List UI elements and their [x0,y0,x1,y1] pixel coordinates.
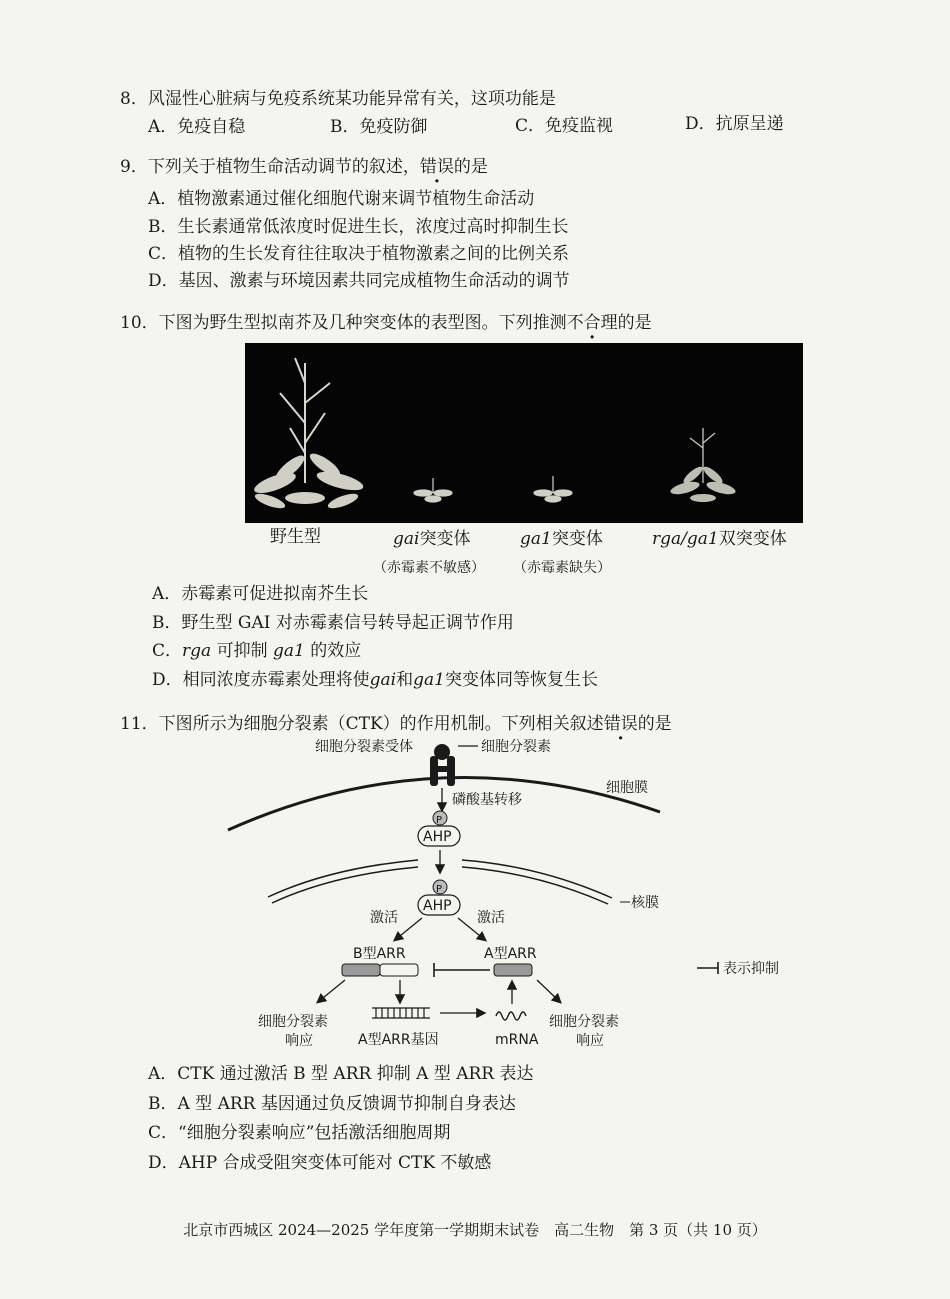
q11-option-c: C．“细胞分裂素响应”包括激活细胞周期 [148,1123,451,1143]
ahp-label-1: AHP [423,829,452,845]
label-gai-mutant: gai突变体 [393,529,471,549]
q10-stem: 10．下图为野生型拟南芥及几种突变体的表型图。下列推测不合理的是 [120,313,652,333]
activate-label-left: 激活 [370,910,398,926]
q11-stem: 11．下图所示为细胞分裂素（CTK）的作用机制。下列相关叙述错误的是 [120,714,672,734]
mrna-label: mRNA [495,1032,539,1048]
cytokinin-label: 细胞分裂素 [481,739,551,755]
q9-option-b: B．生长素通常低浓度时促进生长，浓度过高时抑制生长 [148,217,569,237]
q10-option-b: B．野生型 GAI 对赤霉素信号转导起正调节作用 [152,613,514,633]
a-arr-gene-icon [372,1008,430,1018]
a-arr-gene-label: A型ARR基因 [358,1032,439,1048]
response-right-line1: 细胞分裂素 [549,1014,619,1030]
a-arr-label: A型ARR [484,946,537,962]
q8-option-b: B．免疫防御 [330,117,428,137]
inhibit-legend-label: 表示抑制 [723,961,779,977]
q8-option-c: C．免疫监视 [515,116,614,136]
q10-option-c: C．rga 可抑制 ga1 的效应 [152,641,362,661]
q9-stem: 9．下列关于植物生命活动调节的叙述，错误的是 [120,157,488,177]
q11-option-b: B．A 型 ARR 基因通过负反馈调节抑制自身表达 [148,1094,516,1114]
q9-option-c: C．植物的生长发育往往取决于植物激素之间的比例关系 [148,244,570,264]
activate-label-right: 激活 [477,910,505,926]
q8-stem: 8．风湿性心脏病与免疫系统某功能异常有关，这项功能是 [120,89,556,109]
mrna-icon [496,1012,526,1020]
response-right-line2: 响应 [576,1033,604,1049]
phosphate-label-1: P [436,815,443,826]
response-left-line2: 响应 [285,1033,313,1049]
q10-option-d: D．相同浓度赤霉素处理将使gai和ga1突变体同等恢复生长 [152,670,598,690]
b-arr-label: B型ARR [353,946,406,962]
q9-emphasis: 错误 [419,157,454,177]
ahp-label-2: AHP [423,898,452,914]
label-ga1-note: （赤霉素缺失） [513,560,611,576]
q8-option-a: A．免疫自稳 [148,117,246,137]
q8-option-d: D．抗原呈递 [685,114,784,134]
cytokinin-molecule-icon [434,744,450,760]
label-rga-ga1-double: rga/ga1双突变体 [652,529,787,549]
q9-option-d: D．基因、激素与环境因素共同完成植物生命活动的调节 [148,271,570,291]
cytokinin-receptor-icon [430,744,455,786]
q11-option-d: D．AHP 合成受阻突变体可能对 CTK 不敏感 [148,1153,492,1173]
label-wild-type: 野生型 [270,527,321,547]
page-footer: 北京市西城区 2024—2025 学年度第一学期期末试卷 高二生物 第 3 页（共 10 页） [183,1221,767,1239]
q11-option-a: A．CTK 通过激活 B 型 ARR 抑制 A 型 ARR 表达 [148,1064,534,1084]
label-ga1-mutant: ga1突变体 [520,529,603,549]
label-gai-note: （赤霉素不敏感） [373,560,485,576]
phosphate-label-2: P [436,884,443,895]
cell-membrane-label: 细胞膜 [606,780,648,796]
response-left-line1: 细胞分裂素 [258,1014,328,1030]
receptor-label: 细胞分裂素受体 [315,739,413,755]
q11-emphasis: 错误 [603,714,638,734]
nuclear-envelope-label: 核膜 [631,895,659,911]
q9-option-a: A．植物激素通过催化细胞代谢来调节植物生命活动 [148,189,535,209]
q10-emphasis: 不合理 [566,313,618,333]
phospho-transfer-label: 磷酸基转移 [452,792,522,808]
q10-option-a: A．赤霉素可促进拟南芥生长 [152,584,369,604]
